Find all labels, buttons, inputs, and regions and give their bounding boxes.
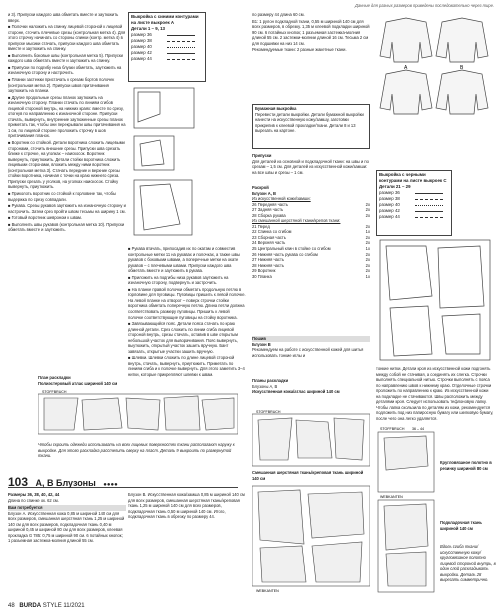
pattern-box-c-title: Выкройка с черными контурами на листе выкроек С bbox=[379, 172, 447, 183]
pattern-box-c bbox=[376, 170, 452, 236]
col1-p5: ■ Другие продольные срезы планок заутюжить на изнаночную сторону. Планки стачать по линиям сгибов лицевой стороной внутрь, на нижних краях: вместе по срезу, отогнув по направлению к изнаночной стороне. Припуски стачать, вывернуть, внутренние заутюженные срезы планок приметать так, чтобы они перекрывали швы притачивания на 1 см, по лицевой стороне проложить строчку в шов притачивания планок. bbox=[8, 94, 126, 139]
right-text: тонкие нитки. Детали кроя из искусственной кожи подгонять между собой не стачивая, а соединять их слегка. Строчки выполнять специальной нитью. Строчки выполнять с пояса по направлению швов к нижнему краю. Отделочные строчки проложить по направлению к краю. Из искусственной кожи на подкладке не стачиваются. Швы расположить между деталями кроя. Следует использовать тефлоновую лапку. Чтобы лапка скользила по деталям из кожи, рекомендуется подложить под низ папиросную бумагу или шелковую бумагу, после чего она легко удаляется. bbox=[376, 366, 494, 421]
layout-plan-1 bbox=[38, 390, 238, 438]
size-42-line bbox=[167, 50, 195, 54]
issue: STYLE 11/2021 bbox=[42, 603, 85, 609]
size-36-line bbox=[167, 32, 195, 36]
pattern-box-a bbox=[128, 12, 206, 82]
cut-b-item-5: 26 Нижняя часть рукава со сгибом 2x bbox=[252, 251, 370, 257]
paper-pattern-section bbox=[252, 104, 370, 149]
layout-plan-3 bbox=[252, 484, 370, 594]
col2-p3: ■ Завязывающийся пояс. Детали пояса стачать по краю длинной детали. Срез сложить по линии сгиба лицевой стороной внутрь, срезы стачать, оставив в шве открытым небольшой участок для выворачивания. Пояс вывернуть, выутюжить, открытый участок зашить вручную. Бант завязать, открытые участки зашить вручную. bbox=[128, 321, 238, 354]
right-column-text bbox=[376, 366, 494, 424]
cut-b-item-6: 27 Нижняя часть 2x bbox=[252, 257, 370, 263]
right-layout-plan bbox=[376, 426, 436, 596]
size-36: размер 36 bbox=[131, 32, 152, 37]
sewing-section bbox=[252, 336, 370, 364]
model-number: 103 bbox=[8, 475, 29, 489]
cut-b-item-0: 21 Перед 2x bbox=[252, 223, 370, 229]
model-length: Длина по спинке ок. 62 см. bbox=[8, 497, 59, 503]
col1-p1: ■ Полочки наложить на спинку лицевой стороной к лицевой стороне, сточить плечевые срезы (контрольная метка 4). Для этого строчку начинать со стороны спинки (контр. метка 4) в припуске мысики стачать, припуски каждого шва обметать вместе и заутюжить на спинку. bbox=[8, 24, 126, 52]
size-44-line bbox=[167, 56, 195, 60]
col1-p3: ■ Припуски по подгибу низа блузки обметать, заутюжить на изнаночную сторону и настрочить. bbox=[8, 64, 122, 76]
paper-pattern-title: Бумажная выкройка bbox=[255, 106, 297, 111]
col3-p1: В1: 1 рулон подкладной ткани, 0,55 м шириной 140 см для всех размеров, в обрезку. 1,35 м клеевой подкладки шириной 90 см. 6 потайных кнопок; 1 разъемная застежка-молния длиной 55 см. 2 застежки-молнии длиной 16 см. Тесьма 2 см для подшивки на низ 14 см. bbox=[252, 18, 370, 46]
plan1-subtitle: Полиэстеровый атлас шириной 140 см bbox=[38, 380, 118, 386]
header-note: Данные для разных размеров приведены последовательно через тире. bbox=[354, 3, 494, 8]
plan1-title: План раскладки bbox=[38, 375, 71, 380]
c-size-36: размер 36 bbox=[379, 190, 400, 195]
sewing-title: Пошив bbox=[252, 336, 370, 342]
size-42: размер 42 bbox=[131, 50, 152, 55]
right-plan-sizes: 36 – 44 bbox=[412, 427, 424, 431]
cut-a-item-1: 27 Задняя часть 2x bbox=[252, 207, 370, 213]
paper-pattern-text: Перевести детали выкройки. Детали бумажной выкройки нанести на искусственную кожу/замшу, заготовки прикрепив к клеевой прокладке/ткани. Детали 8 и 13 вырезать на картоне. bbox=[255, 111, 364, 134]
col2-p2: ■ На планке правой полочки обметать продольную петлю в горловине для пуговицы. Пуговицы пришить к левой полочке. На левой планке на отворот – поверх строчки стойки воротника обметать поперечную петлю. Длина петли должна соответствовать размеру пуговицы. Пришить к левой полочке соответствующие пуговицы на стойку воротника. bbox=[128, 286, 246, 320]
cut-b-item-3: 24 Верхняя часть 2x bbox=[252, 240, 370, 246]
c-size-36-line bbox=[415, 190, 443, 194]
need-text: Блузон А. Искусственная кожа 0,85 м шириной 140 см для всех размеров, смешанная шерстяная ткань 1,25 м шириной 140 см для всех размеров, подкладочная ткань 0,40 м шириной 0,45 м шириной 80 см для всех размеров, клеевая прокладка G 785: 0,75 м шириной 90 см. 6 потайных кнопок; 1 разъемная застежка-молния длиной 55 см. bbox=[8, 510, 125, 544]
footer bbox=[8, 603, 85, 609]
c-size-38: размер 38 bbox=[379, 196, 400, 201]
model-dots: ●●●● bbox=[103, 482, 118, 488]
c-size-42-line bbox=[415, 208, 443, 212]
pattern-sketch-1 bbox=[130, 84, 200, 244]
size-38: размер 38 bbox=[131, 38, 152, 43]
cut-b-item-9: 30 Планка 1x bbox=[252, 273, 370, 279]
col1-p4: ■ Планки застежки пристачать к срезам бортов полочек (контрольная метка 2). Припуски швов притачивания заутюжить на планки. bbox=[8, 77, 115, 94]
c-size-44: размер 44 bbox=[379, 214, 400, 219]
sewing-text: Рекомендуем на работе с искусственной кожей для шитья использовать тонкие иглы и bbox=[252, 347, 364, 358]
col3-p2: Рекомендуемые ткани: 2 разные жакетные ткани. bbox=[252, 47, 347, 53]
allowances-title: Припуски bbox=[252, 153, 272, 158]
cut-subtitle: Блузон А, В bbox=[252, 190, 276, 196]
col3-p0: по размеру 44 длина 60 см. bbox=[252, 12, 305, 17]
model-sizes: Размеры 36, 38, 40, 42, 44 bbox=[8, 492, 60, 497]
plan2-head bbox=[252, 378, 370, 408]
col2-p0: ■ Рукава втачать, припосадив их по окатам и совместив контрольные метки 11 на рукавах и полочках, а также швы рукавов с боковыми швами, а поперечные метки на окате рукавов – с плечевыми швами. Припуски каждого шва обметать вместе и заутюжить в рукава. bbox=[128, 246, 240, 274]
col1-p10: ■ Выполнить швы рукавов (контрольная метка 10). Припуски обметать вместе и заутюжить. bbox=[8, 221, 125, 233]
cut-b-item-2: 23 Сборная часть 2x bbox=[252, 234, 370, 240]
plan2-sub3: Смешанная шерстяная ткань/креповая ткань шириной 140 см bbox=[252, 470, 364, 481]
jacket-illustrations bbox=[376, 12, 494, 122]
plan3-web: WEBKANTEN bbox=[256, 589, 279, 593]
column-3-top bbox=[252, 12, 370, 72]
cut-fabric-b: Из смешанной шерстяной ткани/крепов ткани: bbox=[252, 218, 341, 224]
c-size-44-line bbox=[415, 214, 443, 218]
right-lining-label: Кругловязаное полотно в резинку шириной 80 см bbox=[440, 460, 492, 471]
allowances-section bbox=[252, 153, 370, 183]
need-title: Вам потребуется bbox=[8, 505, 126, 511]
col1-p7: ■ Приколоть воротник со стойкой к горловине так, чтобы выдержка по срезу совпадали. bbox=[8, 190, 116, 202]
size-44: размер 44 bbox=[131, 56, 152, 61]
sewing-subtitle: Блузон В bbox=[252, 341, 271, 347]
col1-p2: ■ Выполнить боковые швы (контрольная метка 5). Припуски каждого шва обметать вместе и заутюжить на спинку. bbox=[8, 52, 123, 64]
need2: Блузон В. Искусственная кожа/замша 0,85 м шириной 140 см для всех размеров, смешанная шерстяная ткань/креповая ткань 1,25 м шириной 140 см для всех размеров, подкладочная ткань 0,50 м шириной 140 см. Итого, подкладочная ткань в обрезку по размеру 44. bbox=[128, 492, 245, 520]
plan2-sub2: Искусственная кожа/атлас шириной 140 см bbox=[252, 389, 340, 395]
pattern-sketch-right bbox=[376, 236, 494, 364]
cut-a-item-2: 28 Сборка рукава 2x bbox=[252, 212, 370, 218]
cut-b-item-1: 22 Спинка со сгибом 1x bbox=[252, 229, 370, 235]
col1-p0: и 3). Припуски каждого шва обметать вместе и заутюжить вверх. bbox=[8, 12, 119, 23]
c-size-40-line bbox=[415, 202, 443, 206]
pattern-box-a-parts: Детали 1 – 9, 13 bbox=[131, 26, 165, 31]
col1-p6: ■ Воротник со стойкой. Детали воротника сложить лицевыми сторонами, сточить внешние срезы. Припуски шва срезать ближе к строчке, на уголках – наискосок. Воротник вывернуть, приутюжить. Детали стойки воротника сложить лицевыми сторонами, вложить между ними воротник (контрольная метка 3). Стачать передние и верхние срезы стойки воротника, начиная с точки на краю нижнего среза. Припуски срезать у уголков, на уголках наискосок. Стойку вывернуть, приутюжить. bbox=[8, 140, 125, 190]
layout-plan-2 bbox=[252, 410, 370, 468]
column-1-text bbox=[8, 12, 126, 312]
pattern-box-c-parts: Детали 21 – 29 bbox=[379, 184, 411, 189]
cut-b-item-7: 28 Нижняя часть 2x bbox=[252, 262, 370, 268]
right-plan-fold: STOFFBRUCH bbox=[380, 427, 405, 431]
label-b: B bbox=[460, 65, 464, 71]
c-size-38-line bbox=[415, 196, 443, 200]
col2-p1: ■ Приложить на подгибы низа рукавов заутюжить на изнаночную сторону, подвернуть и застрочить. bbox=[128, 274, 229, 286]
model-title: А, В Блузоны bbox=[35, 478, 96, 488]
label-a: A bbox=[404, 65, 408, 71]
cut-b-item-8: 29 Воротник 2x bbox=[252, 268, 370, 274]
c-size-42: размер 42 bbox=[379, 208, 400, 213]
pattern-box-a-title: Выкройка с синими контурами на листе выкроек А bbox=[131, 14, 199, 25]
brand: BURDA bbox=[19, 603, 42, 609]
cut-section bbox=[252, 185, 370, 335]
plan2-sub1: Блузоны А, В bbox=[252, 383, 278, 389]
plan1-fold: STOFFBRUCH bbox=[42, 390, 67, 394]
plan1-head bbox=[38, 375, 168, 389]
size-38-line bbox=[167, 38, 195, 42]
plan2-title: Планы раскладки bbox=[252, 378, 289, 383]
right-lining2-label: Подкладочная ткань шириной 140 см bbox=[440, 520, 482, 531]
right-plan-web: WEBKANTEN bbox=[380, 495, 403, 499]
plan1-caption: Чтобы скроить одежеди использовать на всех лицевых поверхностях ткани располагают наружу к выкройке. Для этого раскладка расстелить сверху на пласт. Деталь 9 выкроить по развернутой ткани. bbox=[38, 442, 235, 459]
cut-fabric-a: Из искусственной кожи/замши: bbox=[252, 196, 311, 202]
col1-p9: ■ Готовый воротник шевроном к швам. bbox=[8, 215, 82, 221]
cut-b-item-4: 25 Центральный клин в стойке со сгибом 1x bbox=[252, 246, 370, 252]
cut-a-item-0: 26 Передняя часть 2x bbox=[252, 201, 370, 207]
c-size-40: размер 40 bbox=[379, 202, 400, 207]
right-note: Вдоль сгиба ткани/искусственную кожу/кругловязаное полотно лицевой стороной внутрь, в один слой раскладывать выкройки. Деталь 28 вырезать симметрично. bbox=[440, 544, 496, 583]
col2-p4: ■ Шлевки. Шлевки сложить по длине лицевой стороной внутрь, стачать, вывернуть, приутюжить. Приметать по линиям сгиба и к полочке вывернуть. Для этого заметить 3–4 нитки, которые прикрепляют шлевки к швам. bbox=[128, 355, 245, 378]
model-body bbox=[8, 492, 126, 602]
size-40: размер 40 bbox=[131, 44, 152, 49]
page-number: 48 bbox=[8, 603, 15, 609]
col1-p8: ■ Рукава. Срезы рукавов заутюжить на изнаночную сторону и настрочить. Затем срез пройти швом тесьмы на ширину 1 см. bbox=[8, 203, 126, 214]
model-headline bbox=[8, 473, 238, 488]
allowances-text: Для деталей из основной и подкладочной ткани: на швы и по срезам – 1,5 см. Для деталей из искусственной кожи/замши: на все швы и срезы – 1 см. bbox=[252, 158, 369, 175]
plan2-fold: STOFFBRUCH bbox=[256, 410, 281, 414]
cut-title: Раскрой bbox=[252, 185, 269, 190]
size-40-line bbox=[167, 44, 195, 48]
